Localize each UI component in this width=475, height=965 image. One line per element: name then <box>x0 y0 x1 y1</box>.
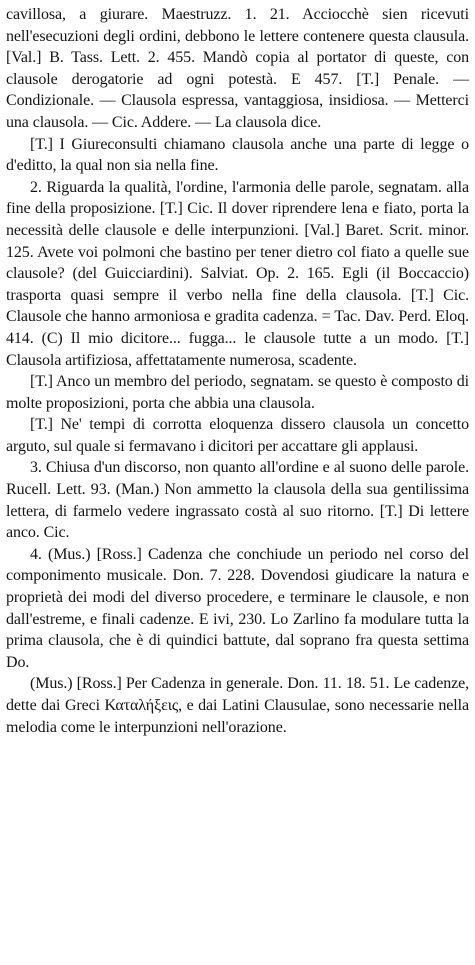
entry-paragraph-sense-3: 3. Chiusa d'un discorso, non quanto all'ordine e al suono delle parole. Rucell. Lett. 93. (Man.) Non ammetto la clausola della sua gentilissima lettera, di farmelo vedere ingrassato costà al suo ritorno. [T.] Di lettere anco. Cic. <box>6 459 469 542</box>
entry-paragraph-sense-4: 4. (Mus.) [Ross.] Cadenza che conchiude un periodo nel corso del componimento musicale. Don. 7. 228. Dovendosi giudicare la natura e proprietà dei modi del diverso procedere, e terminare le clausole, e non dall'estreme, e finali cadenze. E ivi, 230. Lo Zarlino fa modulare tutta la prima clausola, che è di quindici battute, dal soprano fra questa settima Do. <box>6 545 469 671</box>
entry-paragraph-period-member: [T.] Anco un membro del periodo, segnatam. se questo è composto di molte proposizioni, porta che abbia una clausola. <box>6 373 469 412</box>
entry-paragraph-jurists: [T.] I Giureconsulti chiamano clausola anche una parte di legge o d'editto, la qual non sia nella fine. <box>6 135 469 175</box>
entry-paragraph-cadence: (Mus.) [Ross.] Per Cadenza in generale. Don. 11. 18. 51. Le cadenze, dette dai Greci Καταλήξεις, e dai Latini Clausulae, sono necessarie nella melodia come le interpunzioni nell'orazione. <box>6 675 469 736</box>
entry-paragraph-corrupt-eloquence: [T.] Ne' tempi di corrotta eloquenza dissero clausola un concetto arguto, sul quale si fermavano i dicitori per accattare gli applausi. <box>6 416 469 455</box>
entry-paragraph-continuation: cavillosa, a giurare. Maestruzz. 1. 21. Acciocchè sien ricevuti nell'esecuzioni degli ordini, debbono le lettere contenere questa clausula. [Val.] B. Tass. Lett. 2. 455. Mandò copia al portator di queste, con clausole derogatorie ad ogni potestà. E 457. [T.] Penale. — Condizionale. — Clausola espressa, vantaggiosa, insidiosa. — Metterci una clausola. — Cic. Addere. — La clausola dice. <box>6 6 469 131</box>
entry-paragraph-sense-2: 2. Riguarda la qualità, l'ordine, l'armonia delle parole, segnatam. alla fine della proposizione. [T.] Cic. Il dover riprendere lena e fiato, porta la necessità delle clausole e delle interpunzioni. [Val.] Baret. Scrit. minor. 125. Avete voi polmoni che bastino per tener dietro col fiato a quelle sue clausole? (del Guicciardini). Salviat. Op. 2. 165. Egli (il Boccaccio) trasporta quasi sempre il verbo nella fine della clausola. [T.] Cic. Clausole che hanno armoniosa e gradita cadenza. = Tac. Dav. Perd. Eloq. 414. (C) Il mio dicitore... fugga... le clausole tutte a un modo. [T.] Clausola artifiziosa, affettatamente numerosa, scadente. <box>6 178 469 369</box>
